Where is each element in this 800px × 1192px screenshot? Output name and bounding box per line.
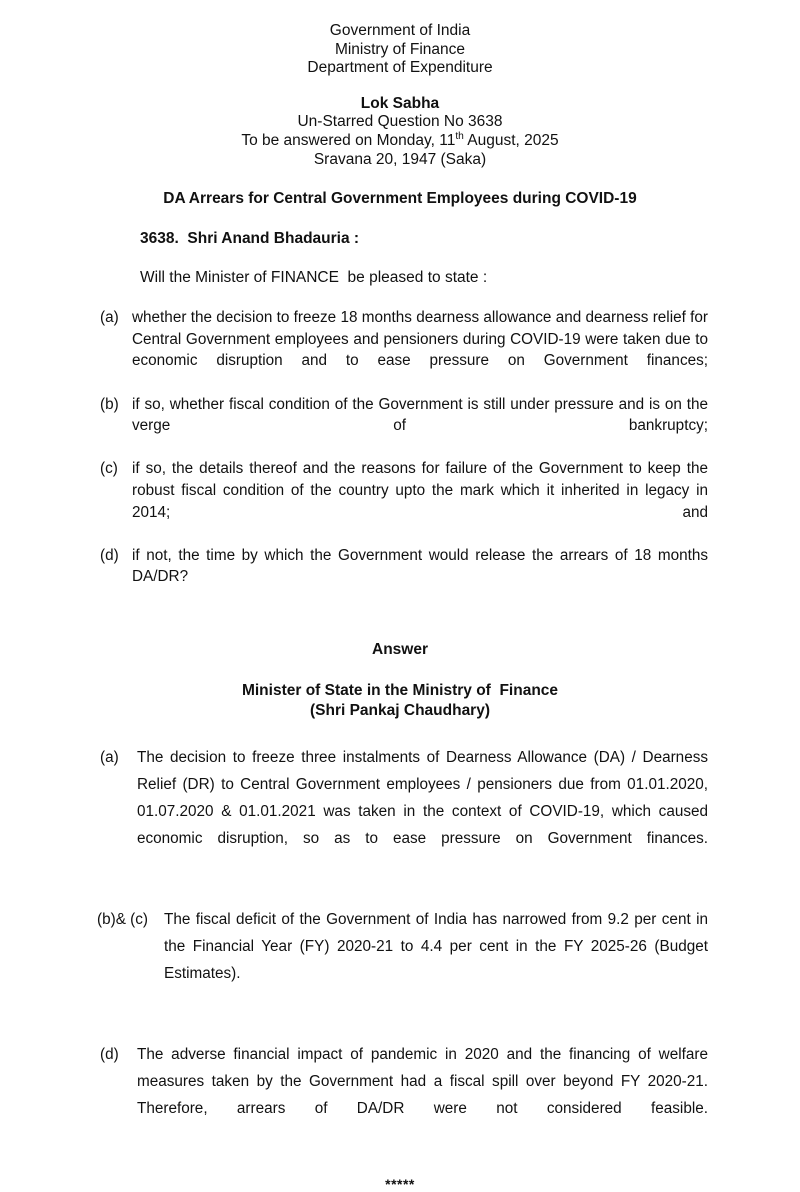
answer-label: (b)& (c) [97,911,148,929]
answer-text: The fiscal deficit of the Government of India has narrowed from 9.2 per cent in the Financial Year (FY) 2020-21 to 4.4 per cent in the FY 2025-26 (Budget Estimates). [164,911,708,983]
masthead-line-ministry: Ministry of Finance [334,40,466,58]
question-list [92,307,708,609]
answer-item [92,1041,708,1149]
masthead-line-department: Department of Expenditure [307,59,493,77]
subject-title: DA Arrears for Central Government Employees during COVID-19 [163,190,637,208]
question-number-line: Un-Starred Question No 3638 [297,113,503,131]
answer-date-suffix: August, 2025 [463,131,559,149]
minister-block [92,681,708,720]
saka-date-line: Sravana 20, 1947 (Saka) [313,150,487,168]
answer-date-line [92,132,708,151]
answer-label: (d) [100,1046,119,1064]
answer-heading: Answer [372,641,428,659]
question-item [92,307,708,393]
minister-name: (Shri Pankaj Chaudhary) [309,701,490,719]
question-text: if so, the details thereof and the reasons for failure of the Government to keep the robust fiscal condition of the country upto the mark which it inherited in legacy in 2014; and [132,460,708,521]
house-block [92,95,708,169]
answer-list [92,744,708,1149]
question-item [92,394,708,459]
asker-line: 3638. Shri Anand Bhadauria : [140,230,360,248]
answer-text: The decision to freeze three instalments of Dearness Allowance (DA) / Dearness Relief (DR) to Central Government employees / pensioners due from 01.01.2020, 01.07.2020 & 01.01.2021 was taken in the context of COVID-19, which caused economic disruption, so as to ease pressure on Government finances. [137,749,708,848]
question-label: (d) [100,546,119,564]
question-text: if so, whether fiscal condition of the Government is still under pressure and is on the verge of bankruptcy; [132,395,708,435]
question-label: (a) [100,309,119,327]
question-item [92,545,708,610]
answer-label: (a) [100,749,119,767]
answer-item [92,744,708,879]
masthead [92,22,708,78]
question-text: if not, the time by which the Government would release the arrears of 18 months DA/DR? [132,546,708,586]
answer-item [92,906,708,1014]
question-text: whether the decision to freeze 18 months dearness allowance and dearness relief for Central Government employees and pensioners during COVID-19 were taken due to economic disruption and to ease pressure on Government finances; [132,309,708,370]
preamble-line: Will the Minister of FINANCE be pleased to state : [140,269,488,287]
question-label: (c) [100,460,118,478]
minister-title: Minister of State in the Ministry of Finance [241,682,559,700]
masthead-line-government: Government of India [329,22,471,39]
question-item [92,458,708,544]
answer-date-prefix: To be answered on Monday, 11 [241,131,456,149]
footer-asterisks: ***** [385,1176,415,1192]
house-name: Lok Sabha [360,94,440,112]
question-label: (b) [100,395,119,413]
answer-text: The adverse financial impact of pandemic in 2020 and the financing of welfare measures taken by the Government had a fiscal spill over beyond FY 2020-21. Therefore, arrears of DA/DR were not considered feasible. [137,1046,708,1118]
answer-date-ordinal: th [455,130,464,142]
